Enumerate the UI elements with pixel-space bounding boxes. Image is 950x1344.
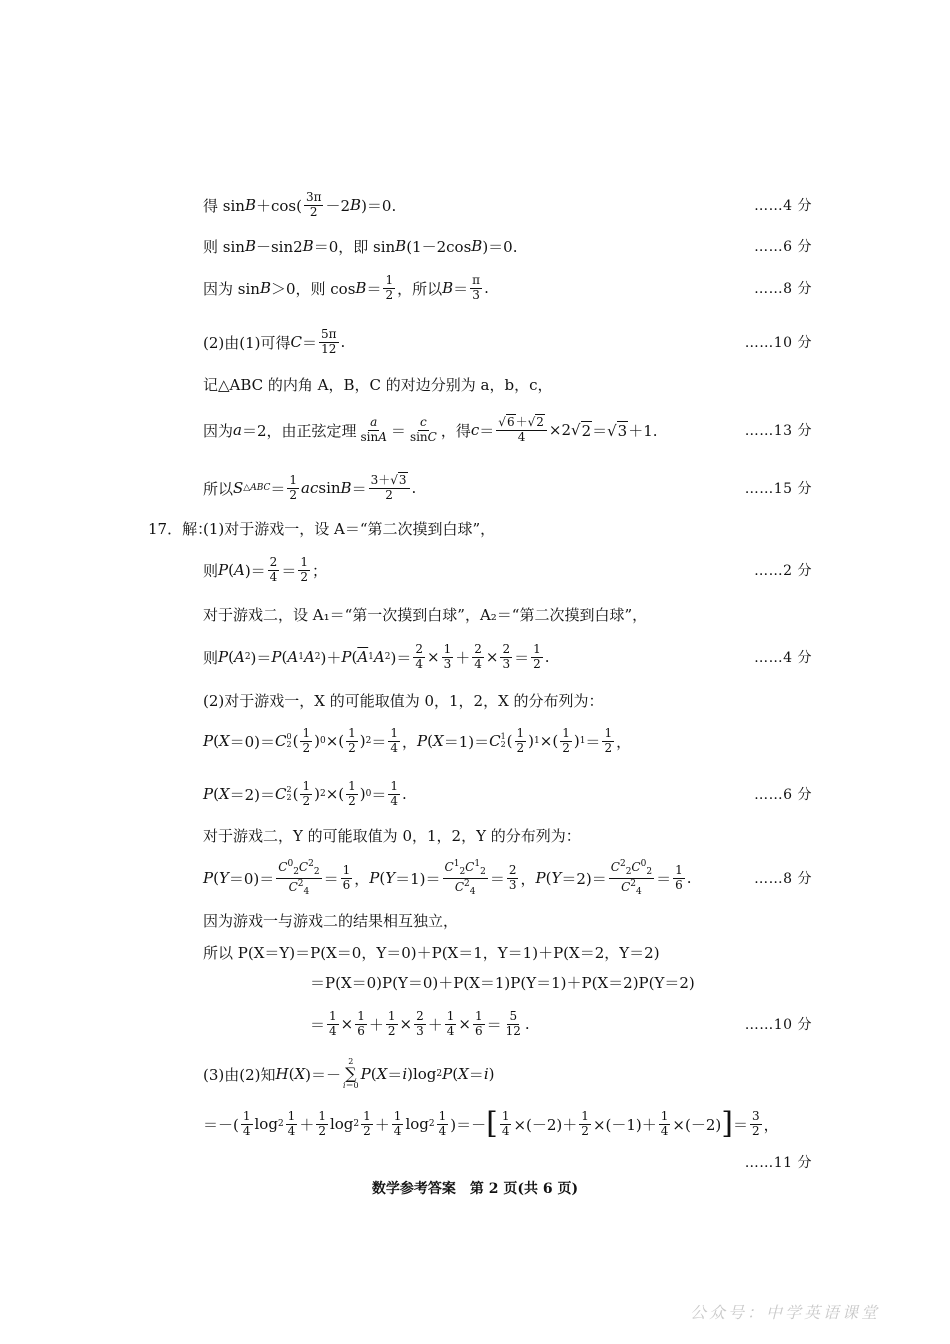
answer-line [0,637,950,677]
math-expression: (2)由(1)可得 C ＝ $\frac{5\pi}{12}$ . [203,326,346,356]
answer-line [0,774,950,814]
answer-line [0,185,950,225]
text-line: 对于游戏二，设 A₁＝“第一次摸到白球”，A₂＝“第二次摸到白球”， [203,605,648,624]
answer-line [0,468,950,508]
answer-line [0,1142,950,1182]
watermark: 公众号：中学英语课堂 [689,1303,880,1322]
answer-line [0,322,950,362]
score-label: ……10 分 [744,1017,812,1033]
score-label: ……6 分 [754,239,812,255]
answer-line [0,1104,950,1144]
math-expression: 则 sin B －sin2 B ＝0，即 sin B (1－2cos B )＝0. [203,237,518,256]
answer-line [0,226,950,266]
score-label: ……8 分 [754,281,812,297]
text-line: (2)对于游戏一，X 的可能取值为 0，1，2，X 的分布列为： [203,691,604,710]
score-label: ……2 分 [754,563,812,579]
answer-line [0,680,950,720]
score-label: ……4 分 [754,198,812,214]
math-expression: ＝ $\frac{1}{4}$ × $\frac{1}{6}$ ＋ $\frac{1}{2}$ × $\frac{2}{3}$ ＋ $\frac{1}{4}$ × $\frac{1}{6}$ ＝ $\frac{5}{12}$ . [310,1008,530,1038]
answer-line [0,594,950,634]
score-label: ……8 分 [754,871,812,887]
answer-line [0,550,950,590]
text-line: 因为游戏一与游戏二的结果相互独立， [203,911,459,930]
text-line: 对于游戏二，Y 的可能取值为 0，1，2，Y 的分布列为： [203,826,581,845]
answer-line [0,508,950,548]
answer-line [0,364,950,404]
score-label: ……15 分 [744,481,812,497]
math-expression: 则 P ( A 2 )＝ P ( A 1 A 2 )＋ P ( $\overline{A}$ 1 A 2 )＝ $\frac{2}{4}$ × $\frac{1}{3}$ ＋ $\frac{2}{4}$ × $\frac{2}{3}$ ＝ $\frac{1}{2}$ . [203,641,550,671]
math-expression: 因为 a ＝2，由正弦定理 $\frac{a}{\sin A}$ ＝ $\frac{c}{\sin C}$ ，得 c ＝ $\frac{√6+√2}{4}$ ×2√ 2 ＝√ 3 ＋1. [203,414,658,444]
math-expression: P ( X ＝2)＝ C 2 2 ( $\frac{1}{2}$ ) 2 ×( $\frac{1}{2}$ ) 0 ＝ $\frac{1}{4}$ . [203,778,407,808]
score-label: ……13 分 [744,423,812,439]
score-label: ……10 分 [744,335,812,351]
question-number: 17．解： [148,519,213,538]
answer-line [0,410,950,450]
math-expression: 则 P ( A )＝ $\frac{2}{4}$ ＝ $\frac{1}{2}$ ； [203,554,327,584]
score-label: ……6 分 [754,787,812,803]
math-expression: 得 sin B ＋cos( $\frac{3\pi}{2}$ －2 B )＝0. [203,189,397,219]
score-label: ……11 分 [744,1155,812,1171]
answer-line [0,268,950,308]
answer-line [0,858,950,898]
text-line: ＝P(X＝0)P(Y＝0)＋P(X＝1)P(Y＝1)＋P(X＝2)P(Y＝2) [310,973,695,992]
text-line: 所以 P(X＝Y)＝P(X＝0，Y＝0)＋P(X＝1，Y＝1)＋P(X＝2，Y＝2) [203,943,660,962]
text-line: (1)对于游戏一，设 A＝“第二次摸到白球”， [203,519,496,538]
answer-line [0,1004,950,1044]
math-expression: (3)由(2)知 H ( X )＝－ 2 ∑ i＝0 P ( X ＝ i )log 2 P ( X ＝ i ) [203,1057,495,1090]
math-expression: P ( X ＝0)＝ C 0 2 ( $\frac{1}{2}$ ) 0 ×( $\frac{1}{2}$ ) 2 ＝ $\frac{1}{4}$ ， P ( X ＝1)＝ C 1 2 ( $\frac{1}{2}$ ) 1 ×( $\frac{1}{2}$ ) 1 ＝ $\frac{1}{2}$ ， [203,725,632,755]
page-footer: 数学参考答案 第 2 页(共 6 页) [371,1181,579,1197]
answer-line [0,721,950,761]
answer-line [0,815,950,855]
math-expression: P ( Y ＝0)＝ $\frac{C^0_2C^2_2}{C^2_4}$ ＝ $\frac{1}{6}$ ， P ( Y ＝1)＝ $\frac{C^1_2C^1_2}{C^2_4}$ ＝ $\frac{2}{3}$ ， P ( Y ＝2)＝ $\frac{C^2_2C^0_2}{C^2_4}$ ＝ $\frac{1}{6}$ . [203,859,692,897]
score-label: ……4 分 [754,650,812,666]
answer-line [0,962,950,1002]
math-expression: 因为 sin B ＞0，则 cos B ＝ $\frac{1}{2}$ ，所以 B ＝ $\frac{\pi}{3}$ . [203,272,489,302]
answer-line [0,1054,950,1094]
text-line: 记△ABC 的内角 A，B，C 的对边分别为 a，b，c， [203,375,553,394]
math-expression: 所以 S △ABC ＝ $\frac{1}{2}$ ac sin B ＝ $\frac{3+√3}{2}$ . [203,472,417,502]
math-expression: ＝－( $\frac{1}{4}$ log 2 $\frac{1}{4}$ ＋ $\frac{1}{2}$ log 2 $\frac{1}{2}$ ＋ $\frac{1}{4}$ log 2 $\frac{1}{4}$ )＝－ [ $\frac{1}{4}$ ×(－2)＋ $\frac{1}{2}$ ×(－1)＋ $\frac{1}{4}$ ×(－2) ] ＝ $\frac{3}{2}$ ， [203,1106,779,1141]
